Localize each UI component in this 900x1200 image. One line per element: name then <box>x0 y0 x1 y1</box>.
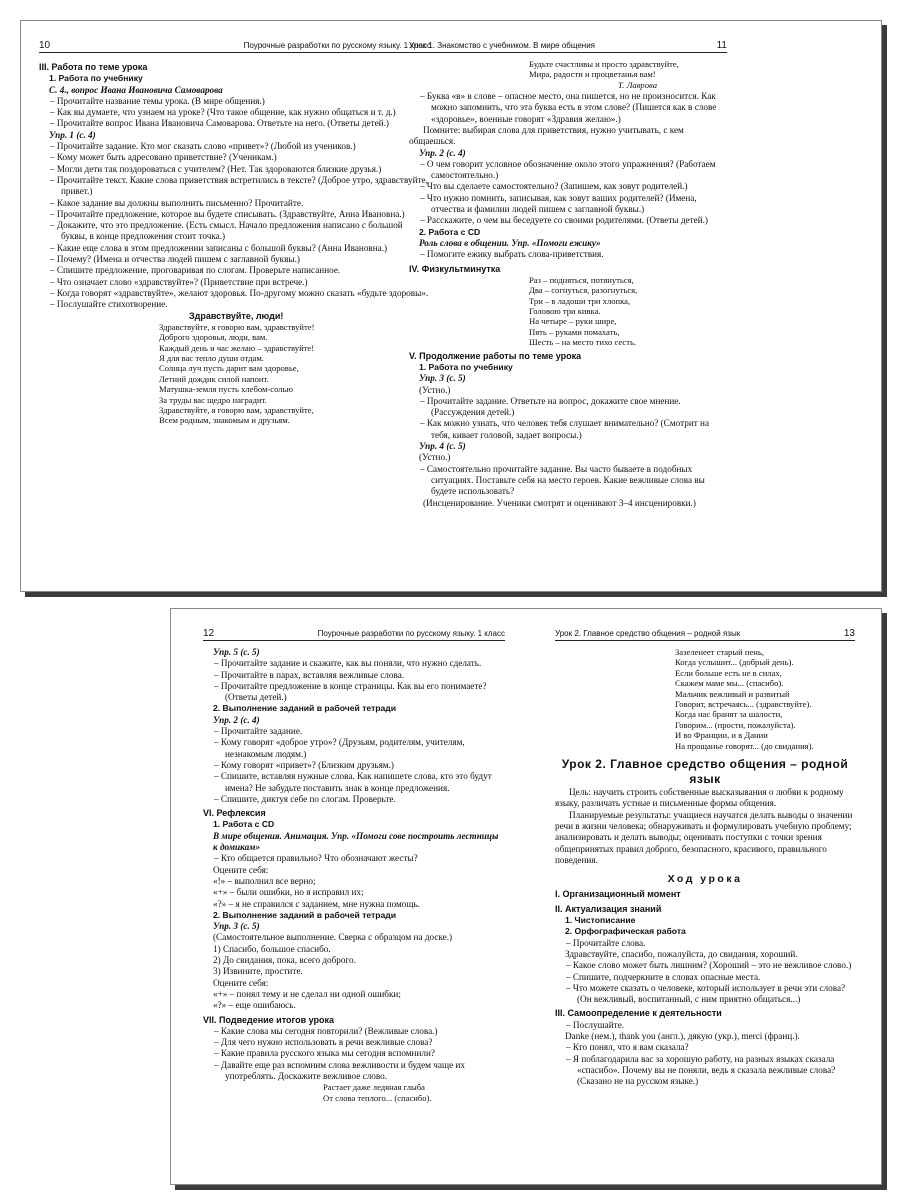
text-line: «+» – были ошибки, но я исправил их; <box>213 887 364 898</box>
exercise-heading: Упр. 3 (с. 5) <box>213 921 260 932</box>
dialogue-line: – Прочитайте задание и скажите, как вы поняли, что нужно сделать. <box>214 658 482 669</box>
subsection-heading: 2. Выполнение заданий в рабочей тетради <box>213 909 397 920</box>
poem-author: Т. Лаврова <box>618 79 657 90</box>
text-line: «?» – еще ошибаюсь. <box>213 1000 296 1011</box>
dialogue-line: – Расскажите, о чем вы беседуете со своими родителями. (Ответы детей.) <box>420 215 708 226</box>
text-line: 1) Спасибо, большое спасибо. <box>213 943 331 954</box>
dialogue-line: – Прочитайте предложение в конце страницы. Как вы его понимаете? (Ответы детей.) <box>214 680 487 703</box>
dialogue-line: – Послушайте. <box>566 1019 625 1030</box>
dialogue-line: – Кто общается правильно? Что обозначают жесты? <box>214 853 418 864</box>
poem-line: Говорит, встречаясь... (здравствуйте). <box>675 699 812 710</box>
poem-line: Когда услышит... (добрый день). <box>675 657 794 668</box>
dialogue-line: – Я поблагодарила вас за хорошую работу, на разных языках сказала «спасибо». Почему вы не поняли, ведь я сказала вежливые слова? (Сказано не на русском языке.) <box>566 1053 836 1087</box>
page-header <box>39 38 431 53</box>
poem-line: Когда нас бранят за шалости, <box>675 709 783 720</box>
dialogue-line: – Какое слово может быть лишним? (Хороший – это не вежливое слово.) <box>566 960 852 971</box>
text-line: 3) Извините, простите. <box>213 966 303 977</box>
dialogue-line: – Буква «в» в слове – опасное место, она пишется, но не произносится. Как можно запомнить, что эта буква есть в этом слове? (Пишется как в слове «здоровье», военные говорят «Здравия желаю».) <box>420 91 717 124</box>
poem-line: Матушка-земля пусть хлебом-солью <box>159 384 293 395</box>
poem-line: Здравствуйте, я говорю вам, здравствуйте, <box>159 405 314 416</box>
dialogue-line: – Когда говорят «здравствуйте», желают здоровья. По-другому можно сказать «будьте здоровы». <box>50 287 429 298</box>
bottom-spread <box>170 608 882 1185</box>
dialogue-line: – Кому говорят «привет»? (Близким друзьям.) <box>214 759 394 770</box>
page-header <box>555 626 855 641</box>
dialogue-line: – Спишите, вставляя нужные слова. Как напишете слова, кто это будут имена? Не забудьте поставить знак в конце предложения. <box>214 771 492 793</box>
dialogue-line: – Что вы сделаете самостоятельно? (Запишем, как зовут родителей.) <box>420 181 688 192</box>
dialogue-line: – Спишите предложение, проговаривая по слогам. Проверьте написанное. <box>50 265 341 276</box>
page-number: 11 <box>716 40 727 51</box>
poem-line: На прощанье говорят... (до свидания). <box>675 740 814 751</box>
page-13 <box>555 609 855 1184</box>
page-number: 10 <box>39 40 51 51</box>
page-header <box>203 626 505 641</box>
section-heading: III. Работа по теме урока <box>39 62 148 72</box>
page-12 <box>203 609 505 1184</box>
dialogue-line: – Что можете сказать о человеке, который использует в речи эти слова? (Он вежливый, воспитанный, с ним приятно общаться...) <box>566 982 846 1005</box>
dialogue-line: – О чем говорит условное обозначение около этого упражнения? (Работаем самостоятельно.) <box>420 158 716 181</box>
poem-line: Раз – подняться, потянуться, <box>529 274 634 285</box>
section-heading: V. Продолжение работы по теме урока <box>409 350 582 361</box>
poem-line: Пять – руками помахать, <box>529 326 620 337</box>
poem-line: Летний дождик силой напоит. <box>159 373 269 384</box>
text-line: 2) До свидания, пока, всего доброго. <box>213 955 356 966</box>
exercise-heading: Роль слова в общении. Упр. «Помоги ежику» <box>419 237 601 248</box>
section-heading: I. Организационный момент <box>555 889 681 900</box>
lesson-title: Урок 2. Главное средство общения – родной язык <box>561 757 849 787</box>
poem-line: Доброго здоровья, люди, вам. <box>159 332 268 343</box>
dialogue-line: – Что означает слово «здравствуйте»? (Приветствие при встрече.) <box>50 276 308 287</box>
text-line: Оцените себя: <box>213 977 269 988</box>
text-line: «+» – понял тему и не сделал ни одной ошибки; <box>213 988 401 999</box>
page-body <box>555 647 855 1087</box>
running-title: Поурочные разработки по русскому языку. 1 класс <box>317 629 505 638</box>
dialogue-line: – Прочитайте предложение, которое вы будете списывать. (Здравствуйте, Анна Ивановна.) <box>50 208 405 219</box>
poem-line: Если больше есть не в силах, <box>675 667 782 678</box>
poem-line: Я для вас тепло души отдам. <box>159 353 264 364</box>
poem-line: Здравствуйте, я говорю вам, здравствуйте! <box>159 321 315 332</box>
dialogue-line: – Прочитайте задание. Ответьте на вопрос, докажите свое мнение. (Рассуждения детей.) <box>420 395 681 418</box>
page-body <box>409 59 727 509</box>
subsection-heading: 1. Работа по учебнику <box>419 362 513 372</box>
dialogue-line: – Могли дети так поздороваться с учителем? (Нет. Так здороваются близкие друзья.) <box>50 163 382 174</box>
subsection-heading: 1. Чистописание <box>565 915 636 926</box>
paragraph: Планируемые результаты: учащиеся научатся делать выводы о значении речи в жизни человека; обнаруживать и формулировать учебную проблему; анализировать и делать выводы; оценивать поступки с точки зрения общепринятых правил доброго, безопасного, красивого, правильного поведения. <box>555 809 853 865</box>
dialogue-line: – Прочитайте текст. Какие слова приветствия встретились в тексте? (Доброе утро, здравствуйте, привет.) <box>50 174 428 197</box>
poem-line: Головою три кивка. <box>529 306 601 317</box>
dialogue-line: – Прочитайте слова. <box>566 937 646 948</box>
subsection-heading: 1. Работа по учебнику <box>49 73 143 84</box>
section-heading: VI. Рефлексия <box>203 808 266 819</box>
poem-line: Мира, радости и процветанья вам! <box>529 69 656 80</box>
page-10 <box>39 21 431 591</box>
page-number: 12 <box>203 628 215 639</box>
running-title: Поурочные разработки по русскому языку. 1 класс <box>243 41 431 50</box>
dialogue-line: – Прочитайте название темы урока. (В мире общения.) <box>50 95 265 106</box>
dialogue-line: – Почему? (Имена и отчества людей пишем с заглавной буквы.) <box>50 254 300 265</box>
poem-line: Скажем маме мы... (спасибо). <box>675 678 784 689</box>
page-header <box>409 38 727 53</box>
text-line: (Самостоятельное выполнение. Сверка с образцом на доске.) <box>213 932 453 943</box>
dialogue-line: – Кто понял, что я вам сказала? <box>566 1042 689 1053</box>
exercise-heading: Упр. 1 (с. 4) <box>49 129 96 140</box>
paragraph: Цель: научить строить собственные высказывания о любви к родному языку, различать устные и письменные формы общения. <box>555 787 844 809</box>
poem-line: Зазеленеет старый пень, <box>675 647 764 657</box>
dialogue-line: – Для чего нужно использовать в речи вежливые слова? <box>214 1037 433 1048</box>
dialogue-line: – Как можно узнать, что человек тебя слушает внимательно? (Смотрит на тебя, кивает головой, задает вопросы.) <box>420 418 710 440</box>
poem-line: Мальчик вежливый и развитый <box>675 688 790 699</box>
page-body <box>39 59 431 426</box>
poem-line: Говорим... (прости, пожалуйста). <box>675 719 796 730</box>
section-heading: IV. Физкультминутка <box>409 263 501 274</box>
exercise-heading: Упр. 4 (с. 5) <box>419 441 466 452</box>
subsection-heading: 2. Выполнение заданий в рабочей тетради <box>213 703 397 714</box>
lesson-course-heading: Ход урока <box>667 873 743 886</box>
poem-line: И во Франции, и в Дании <box>675 730 768 741</box>
dialogue-line: – Как вы думаете, что узнаем на уроке? (Что такое общение, как нужно общаться и т. д.) <box>50 107 396 118</box>
section-heading: III. Самоопределение к деятельности <box>555 1008 722 1019</box>
dialogue-line: – Прочитайте в парах, вставляя вежливые слова. <box>214 669 405 680</box>
section-heading: VII. Подведение итогов урока <box>203 1014 335 1025</box>
text-line: «?» – я не справился с заданием, мне нужна помощь. <box>213 898 420 909</box>
dialogue-line: – Какие слова мы сегодня повторили? (Вежливые слова.) <box>214 1025 438 1036</box>
subsection-heading: 1. Работа с CD <box>213 819 275 830</box>
poem-line: От слова теплого... (спасибо). <box>323 1092 432 1103</box>
text-line: (Устно.) <box>419 384 451 395</box>
page-number: 13 <box>843 628 855 639</box>
poem-line: Растает даже ледяная глыба <box>323 1082 425 1093</box>
exercise-heading: Упр. 5 (с. 5) <box>213 647 260 657</box>
text-line: «!» – выполнил все верно; <box>213 875 316 886</box>
poem-title: Здравствуйте, люди! <box>189 310 284 321</box>
subsection-heading: 2. Орфографическая работа <box>565 926 686 937</box>
dialogue-line: – Прочитайте задание. Кто мог сказать слово «привет»? (Любой из учеников.) <box>50 141 356 152</box>
dialogue-line: – Какое задание вы должны выполнить письменно? Прочитайте. <box>50 197 304 208</box>
dialogue-line: – Прочитайте вопрос Ивана Ивановича Самоварова. Ответьте на него. (Ответы детей.) <box>50 118 389 129</box>
dialogue-line: – Давайте еще раз вспомним слова вежливости и будем чаще их употреблять. Доскажите вежливое слово. <box>214 1059 465 1081</box>
dialogue-line: – Какие правила русского языка мы сегодня вспомнили? <box>214 1048 435 1059</box>
dialogue-line: – Спишите, подчеркните в словах опасные места. <box>566 971 761 982</box>
text-line: Danke (нем.), thank you (англ.), дякую (укр.), merci (франц.). <box>565 1031 800 1041</box>
dialogue-line: – Самостоятельно прочитайте задание. Вы часто бываете в подобных ситуациях. Поставьте себя на место героев. Какие вежливые слова вы будете использовать? <box>420 463 705 497</box>
top-spread <box>20 20 882 592</box>
exercise-heading: В мире общения. Анимация. Упр. «Помоги сове построить лестницы к домикам» <box>213 830 499 853</box>
dialogue-line: – Прочитайте задание. <box>214 726 303 737</box>
text-line: (Устно.) <box>419 452 451 463</box>
poem-line: Шесть – на место тихо сесть. <box>529 337 637 348</box>
dialogue-line: – Какие еще слова в этом предложении записаны с большой буквы? (Анна Ивановна.) <box>50 242 388 253</box>
exercise-heading: С. 4., вопрос Ивана Ивановича Самоварова <box>49 84 223 95</box>
exercise-heading: Упр. 2 (с. 4) <box>213 714 260 725</box>
dialogue-line: – Спишите, диктуя себе по слогам. Проверьте. <box>214 793 396 804</box>
text-line: Здравствуйте, спасибо, пожалуйста, до свидания, хороший. <box>565 948 798 959</box>
paragraph: (Инсценирование. Ученики смотрят и оценивают 3–4 инсценировки.) <box>423 497 696 508</box>
dialogue-line: – Кому может быть адресовано приветствие? (Ученикам.) <box>50 152 277 163</box>
paragraph: Помните: выбирая слова для приветствия, нужно учитывать, с кем общаешься. <box>409 125 684 147</box>
dialogue-line: – Послушайте стихотворение. <box>50 299 168 310</box>
page-body <box>203 647 505 1103</box>
poem-line: Солнца луч пусть дарит вам здоровье, <box>159 363 299 374</box>
poem-line: Будьте счастливы и просто здравствуйте, <box>529 59 679 69</box>
page-11 <box>409 21 727 591</box>
dialogue-line: – Докажите, что это предложение. (Есть смысл. Начало предложения написано с большой буквы, в конце предложения стоит точка.) <box>50 220 403 242</box>
dialogue-line: – Кому говорят «доброе утро»? (Друзьям, родителям, учителям, незнакомым людям.) <box>214 737 465 759</box>
poem-line: За труды вас щедро наградит. <box>159 394 267 405</box>
poem-line: Всем родным, знакомым и друзьям. <box>159 415 290 426</box>
exercise-heading: Упр. 3 (с. 5) <box>419 373 466 384</box>
dialogue-line: – Что нужно помнить, записывая, как зовут ваших родителей? (Имена, отчества и фамилии людей пишем с заглавной буквы.) <box>420 192 697 215</box>
poem-line: На четыре – руки шире, <box>529 316 617 327</box>
exercise-heading: Упр. 2 (с. 4) <box>419 147 466 158</box>
running-title: Урок 2. Главное средство общения – родной язык <box>555 629 741 638</box>
poem-line: Три – в ладоши три хлопка, <box>529 295 631 306</box>
dialogue-line: – Помогите ежику выбрать слова-приветствия. <box>420 249 604 260</box>
text-line: Оцените себя: <box>213 864 269 875</box>
poem-line: Каждый день и час желаю – здравствуйте! <box>159 342 315 353</box>
subsection-heading: 2. Работа с CD <box>419 226 481 237</box>
section-heading: II. Актуализация знаний <box>555 903 662 914</box>
poem-line: Два – согнуться, разогнуться, <box>529 285 638 296</box>
running-title: Урок 1. Знакомство с учебником. В мире общения <box>409 41 596 50</box>
